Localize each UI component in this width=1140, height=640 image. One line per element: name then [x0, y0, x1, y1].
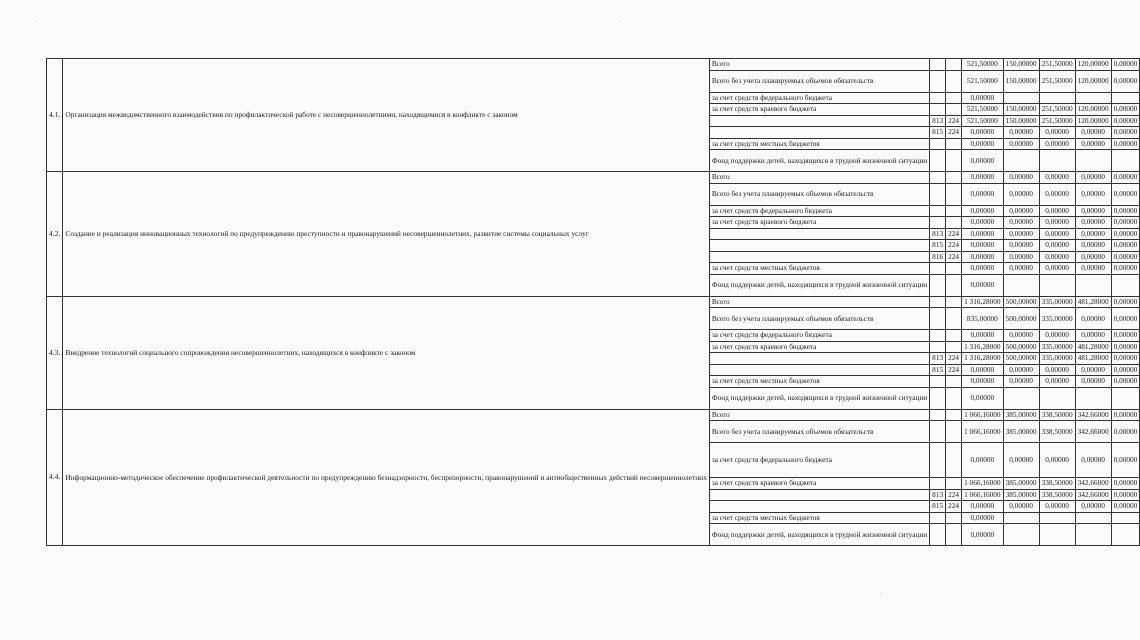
amount-cell: 335,00000 [1039, 341, 1075, 353]
amount-cell: 385,00000 [1003, 421, 1039, 443]
expense-code [946, 138, 962, 150]
amount-cell: 120,00000 [1075, 70, 1111, 92]
expense-code [946, 308, 962, 330]
amount-cell: 0,00000 [1111, 501, 1140, 513]
amount-cell: 0,00000 [962, 512, 1003, 524]
amount-cell: 0,00000 [1039, 127, 1075, 139]
expense-code [946, 387, 962, 409]
amount-cell: 0,00000 [1075, 127, 1111, 139]
funding-source: Всего [709, 296, 929, 308]
amount-cell: 481,28000 [1075, 341, 1111, 353]
amount-cell: 0,00000 [962, 127, 1003, 139]
funding-source: за счет средств федерального бюджета [709, 205, 929, 217]
measure-name: Внедрение технологий социального сопровождения несовершеннолетних, находящихся в конфликте с законом [63, 296, 709, 409]
amount-cell: 0,00000 [962, 228, 1003, 240]
section-number: 4.2. [47, 172, 63, 297]
funding-source: Всего без учета планируемых объемов обязательств [709, 183, 929, 205]
amount-cell: 0,00000 [1039, 205, 1075, 217]
grbs-code [930, 150, 946, 172]
amount-cell: 0,00000 [1003, 205, 1039, 217]
amount-cell: 500,00000 [1003, 296, 1039, 308]
funding-source: за счет средств федерального бюджета [709, 443, 929, 478]
expense-code [946, 70, 962, 92]
table-row [47, 296, 1140, 308]
funding-source: за счет средств местных бюджетов [709, 376, 929, 388]
amount-cell [1003, 92, 1039, 104]
amount-cell: 0,00000 [1003, 138, 1039, 150]
amount-cell: 0,00000 [962, 251, 1003, 263]
amount-cell [1075, 92, 1111, 104]
amount-cell: 1 066,16000 [962, 489, 1003, 501]
funding-source [709, 489, 929, 501]
amount-cell [1039, 274, 1075, 296]
expense-code [946, 478, 962, 490]
expense-code [946, 172, 962, 184]
grbs-code: 813 [930, 353, 946, 365]
amount-cell: 1 316,28000 [962, 296, 1003, 308]
amount-cell: 385,00000 [1003, 489, 1039, 501]
amount-cell: 0,00000 [962, 387, 1003, 409]
amount-cell: 0,00000 [962, 205, 1003, 217]
amount-cell: 0,00000 [962, 524, 1003, 546]
measure-name: Организация межведомственного взаимодействия по профилактической работе с несовершеннолетними, находящимися в конфликте с законом [63, 59, 709, 172]
amount-cell: 342,66000 [1075, 421, 1111, 443]
amount-cell: 0,00000 [1111, 376, 1140, 388]
amount-cell: 521,50000 [962, 115, 1003, 127]
amount-cell: 0,00000 [1075, 364, 1111, 376]
amount-cell: 0,00000 [1075, 172, 1111, 184]
funding-source: Фонд поддержки детей, находящихся в трудной жизненной ситуации [709, 524, 929, 546]
expense-code [946, 524, 962, 546]
expense-code [946, 341, 962, 353]
grbs-code [930, 104, 946, 116]
amount-cell: 0,00000 [1111, 217, 1140, 229]
amount-cell: 481,28000 [1075, 296, 1111, 308]
grbs-code [930, 478, 946, 490]
grbs-code: 815 [930, 127, 946, 139]
grbs-code: 813 [930, 489, 946, 501]
amount-cell: 342,66000 [1075, 409, 1111, 421]
amount-cell: 0,00000 [962, 263, 1003, 275]
amount-cell [1075, 524, 1111, 546]
grbs-code [930, 296, 946, 308]
amount-cell: 0,00000 [1039, 501, 1075, 513]
grbs-code: 813 [930, 228, 946, 240]
amount-cell: 0,00000 [1039, 240, 1075, 252]
amount-cell: 521,50000 [962, 104, 1003, 116]
amount-cell: 0,00000 [962, 376, 1003, 388]
measure-name: Информационно-методическое обеспечение профилактической деятельности по предупреждению безнадзорности, беспризорности, правонарушений и антиобщественных действий несовершеннолетних [63, 409, 709, 546]
amount-cell [1003, 150, 1039, 172]
amount-cell: 0,00000 [1039, 330, 1075, 342]
amount-cell: 338,50000 [1039, 478, 1075, 490]
amount-cell [1075, 274, 1111, 296]
expense-code [946, 183, 962, 205]
funding-source [709, 115, 929, 127]
expense-code [946, 330, 962, 342]
expense-code: 224 [946, 240, 962, 252]
amount-cell: 0,00000 [1003, 443, 1039, 478]
grbs-code: 815 [930, 364, 946, 376]
amount-cell [1039, 92, 1075, 104]
grbs-code [930, 512, 946, 524]
funding-source [709, 240, 929, 252]
amount-cell: 335,00000 [1039, 296, 1075, 308]
section-number: 4.3. [47, 296, 63, 409]
amount-cell: 120,00000 [1075, 115, 1111, 127]
expense-code: 224 [946, 501, 962, 513]
amount-cell: 150,00000 [1003, 70, 1039, 92]
grbs-code [930, 205, 946, 217]
expense-code: 224 [946, 228, 962, 240]
expense-code [946, 421, 962, 443]
amount-cell [1111, 524, 1140, 546]
grbs-code: 813 [930, 115, 946, 127]
amount-cell: 385,00000 [1003, 478, 1039, 490]
amount-cell: 0,00000 [1003, 501, 1039, 513]
amount-cell: 150,00000 [1003, 59, 1039, 71]
amount-cell: 500,00000 [1003, 308, 1039, 330]
amount-cell: 0,00000 [1039, 376, 1075, 388]
amount-cell: 0,00000 [1075, 501, 1111, 513]
expense-code: 224 [946, 353, 962, 365]
expense-code [946, 443, 962, 478]
scan-speck: . [36, 18, 38, 24]
funding-source: Фонд поддержки детей, находящихся в трудной жизненной ситуации [709, 274, 929, 296]
grbs-code [930, 330, 946, 342]
expense-code [946, 409, 962, 421]
amount-cell: 150,00000 [1003, 104, 1039, 116]
amount-cell: 0,00000 [962, 501, 1003, 513]
amount-cell: 0,00000 [1039, 364, 1075, 376]
amount-cell: 0,00000 [1003, 172, 1039, 184]
funding-source: Всего [709, 59, 929, 71]
amount-cell: 0,00000 [1111, 127, 1140, 139]
amount-cell: 0,00000 [1003, 364, 1039, 376]
funding-source: Фонд поддержки детей, находящихся в трудной жизненной ситуации [709, 387, 929, 409]
amount-cell: 0,00000 [962, 443, 1003, 478]
amount-cell: 338,50000 [1039, 489, 1075, 501]
amount-cell [1111, 387, 1140, 409]
funding-source: за счет средств краевого бюджета [709, 104, 929, 116]
amount-cell: 0,00000 [1111, 205, 1140, 217]
amount-cell [1039, 512, 1075, 524]
amount-cell: 0,00000 [1075, 217, 1111, 229]
amount-cell: 251,50000 [1039, 70, 1075, 92]
expense-code [946, 376, 962, 388]
amount-cell: 0,00000 [1075, 263, 1111, 275]
table-row [47, 59, 1140, 71]
amount-cell [1111, 512, 1140, 524]
amount-cell: 342,66000 [1075, 478, 1111, 490]
amount-cell: 0,00000 [1111, 104, 1140, 116]
amount-cell [1075, 150, 1111, 172]
amount-cell: 150,00000 [1003, 115, 1039, 127]
amount-cell: 1 316,28000 [962, 341, 1003, 353]
table-row [47, 409, 1140, 421]
scan-speck: . [620, 18, 622, 24]
amount-cell: 0,00000 [1111, 138, 1140, 150]
grbs-code [930, 217, 946, 229]
amount-cell: 0,00000 [962, 240, 1003, 252]
expense-code [946, 512, 962, 524]
amount-cell: 0,00000 [1111, 228, 1140, 240]
amount-cell: 0,00000 [1111, 59, 1140, 71]
grbs-code [930, 387, 946, 409]
grbs-code [930, 376, 946, 388]
expense-code [946, 150, 962, 172]
table-row [47, 172, 1140, 184]
funding-source: Всего без учета планируемых объемов обязательств [709, 421, 929, 443]
amount-cell: 0,00000 [1111, 115, 1140, 127]
amount-cell: 0,00000 [1111, 443, 1140, 478]
amount-cell: 0,00000 [1111, 263, 1140, 275]
expense-code: 224 [946, 127, 962, 139]
amount-cell: 0,00000 [1075, 228, 1111, 240]
funding-source: Всего [709, 172, 929, 184]
amount-cell: 335,00000 [1039, 308, 1075, 330]
funding-source: за счет средств федерального бюджета [709, 330, 929, 342]
expense-code [946, 217, 962, 229]
amount-cell: 0,00000 [1003, 127, 1039, 139]
amount-cell: 0,00000 [1111, 308, 1140, 330]
amount-cell: 0,00000 [1039, 172, 1075, 184]
measure-name: Создание и реализация инновационных технологий по предупреждению преступности и правонарушений несовершеннолетних, развитие системы социальных услуг [63, 172, 709, 297]
section-number: 4.1. [47, 59, 63, 172]
expense-code [946, 92, 962, 104]
amount-cell: 251,50000 [1039, 59, 1075, 71]
funding-source: за счет средств местных бюджетов [709, 263, 929, 275]
funding-source: за счет средств краевого бюджета [709, 217, 929, 229]
amount-cell: 500,00000 [1003, 353, 1039, 365]
amount-cell: 0,00000 [1111, 183, 1140, 205]
amount-cell: 0,00000 [1003, 263, 1039, 275]
amount-cell: 0,00000 [962, 217, 1003, 229]
funding-source: Всего [709, 409, 929, 421]
amount-cell: 251,50000 [1039, 115, 1075, 127]
amount-cell: 0,00000 [1111, 353, 1140, 365]
amount-cell: 0,00000 [1111, 478, 1140, 490]
amount-cell: 385,00000 [1003, 409, 1039, 421]
amount-cell: 120,00000 [1075, 104, 1111, 116]
expense-code [946, 263, 962, 275]
amount-cell: 0,00000 [962, 330, 1003, 342]
amount-cell: 0,00000 [1111, 341, 1140, 353]
amount-cell: 0,00000 [962, 92, 1003, 104]
funding-source: Фонд поддержки детей, находящихся в трудной жизненной ситуации [709, 150, 929, 172]
amount-cell: 335,00000 [1039, 353, 1075, 365]
amount-cell: 0,00000 [1075, 240, 1111, 252]
funding-source: за счет средств местных бюджетов [709, 512, 929, 524]
amount-cell: 0,00000 [962, 274, 1003, 296]
amount-cell: 0,00000 [1075, 205, 1111, 217]
amount-cell: 338,50000 [1039, 421, 1075, 443]
grbs-code: 815 [930, 240, 946, 252]
amount-cell: 1 066,16000 [962, 478, 1003, 490]
amount-cell: 0,00000 [1003, 217, 1039, 229]
amount-cell: 0,00000 [1039, 263, 1075, 275]
amount-cell: 0,00000 [1003, 228, 1039, 240]
grbs-code [930, 443, 946, 478]
amount-cell: 0,00000 [962, 364, 1003, 376]
funding-source [709, 364, 929, 376]
section-number: 4.4. [47, 409, 63, 546]
amount-cell: 0,00000 [1075, 251, 1111, 263]
amount-cell: 1 066,16000 [962, 409, 1003, 421]
amount-cell [1039, 524, 1075, 546]
amount-cell [1003, 274, 1039, 296]
amount-cell: 500,00000 [1003, 341, 1039, 353]
expense-code [946, 296, 962, 308]
grbs-code [930, 92, 946, 104]
amount-cell [1111, 274, 1140, 296]
funding-source [709, 353, 929, 365]
grbs-code [930, 183, 946, 205]
amount-cell: 0,00000 [1075, 376, 1111, 388]
grbs-code [930, 274, 946, 296]
expense-code: 224 [946, 115, 962, 127]
amount-cell: 0,00000 [1075, 330, 1111, 342]
amount-cell: 1 316,28000 [962, 353, 1003, 365]
amount-cell: 835,00000 [962, 308, 1003, 330]
funding-source [709, 127, 929, 139]
expense-code [946, 104, 962, 116]
amount-cell: 251,50000 [1039, 104, 1075, 116]
expense-code [946, 59, 962, 71]
amount-cell: 0,00000 [1111, 240, 1140, 252]
grbs-code: 815 [930, 501, 946, 513]
amount-cell: 0,00000 [1039, 138, 1075, 150]
amount-cell [1039, 150, 1075, 172]
funding-source [709, 501, 929, 513]
amount-cell: 0,00000 [1111, 364, 1140, 376]
amount-cell [1039, 387, 1075, 409]
amount-cell: 0,00000 [1003, 251, 1039, 263]
grbs-code [930, 409, 946, 421]
amount-cell: 0,00000 [1003, 183, 1039, 205]
expense-code: 224 [946, 489, 962, 501]
scan-speck: . [880, 590, 882, 596]
amount-cell: 0,00000 [1039, 251, 1075, 263]
grbs-code [930, 263, 946, 275]
amount-cell: 0,00000 [1111, 421, 1140, 443]
funding-source: за счет средств федерального бюджета [709, 92, 929, 104]
funding-source: Всего без учета планируемых объемов обязательств [709, 308, 929, 330]
amount-cell: 0,00000 [1111, 172, 1140, 184]
funding-source: за счет средств краевого бюджета [709, 341, 929, 353]
amount-cell: 0,00000 [1039, 228, 1075, 240]
amount-cell: 0,00000 [1111, 70, 1140, 92]
budget-table-body [47, 59, 1140, 546]
budget-table [46, 58, 1140, 546]
amount-cell: 120,00000 [1075, 59, 1111, 71]
grbs-code [930, 172, 946, 184]
amount-cell: 0,00000 [1039, 443, 1075, 478]
amount-cell: 0,00000 [962, 138, 1003, 150]
amount-cell: 0,00000 [1039, 217, 1075, 229]
amount-cell: 0,00000 [962, 150, 1003, 172]
amount-cell: 0,00000 [1075, 138, 1111, 150]
amount-cell: 0,00000 [1111, 330, 1140, 342]
amount-cell [1003, 512, 1039, 524]
grbs-code [930, 59, 946, 71]
grbs-code [930, 70, 946, 92]
funding-source [709, 251, 929, 263]
amount-cell [1111, 92, 1140, 104]
expense-code: 224 [946, 364, 962, 376]
amount-cell [1003, 524, 1039, 546]
amount-cell: 1 066,16000 [962, 421, 1003, 443]
amount-cell: 0,00000 [1075, 308, 1111, 330]
grbs-code [930, 524, 946, 546]
amount-cell: 521,50000 [962, 59, 1003, 71]
amount-cell: 521,50000 [962, 70, 1003, 92]
funding-source: за счет средств местных бюджетов [709, 138, 929, 150]
amount-cell: 0,00000 [1003, 240, 1039, 252]
amount-cell: 0,00000 [1111, 296, 1140, 308]
amount-cell: 0,00000 [1111, 489, 1140, 501]
funding-source: за счет средств краевого бюджета [709, 478, 929, 490]
expense-code [946, 274, 962, 296]
amount-cell [1003, 387, 1039, 409]
grbs-code [930, 138, 946, 150]
amount-cell [1111, 150, 1140, 172]
funding-source [709, 228, 929, 240]
amount-cell: 0,00000 [962, 172, 1003, 184]
grbs-code [930, 308, 946, 330]
grbs-code: 816 [930, 251, 946, 263]
expense-code [946, 205, 962, 217]
amount-cell: 0,00000 [1039, 183, 1075, 205]
amount-cell: 0,00000 [1003, 376, 1039, 388]
amount-cell [1075, 512, 1111, 524]
amount-cell: 0,00000 [1075, 443, 1111, 478]
expense-code: 224 [946, 251, 962, 263]
amount-cell: 0,00000 [1003, 330, 1039, 342]
amount-cell: 0,00000 [1075, 183, 1111, 205]
amount-cell [1075, 387, 1111, 409]
amount-cell: 481,28000 [1075, 353, 1111, 365]
amount-cell: 0,00000 [962, 183, 1003, 205]
amount-cell: 0,00000 [1111, 409, 1140, 421]
funding-source: Всего без учета планируемых объемов обязательств [709, 70, 929, 92]
amount-cell: 338,50000 [1039, 409, 1075, 421]
grbs-code [930, 421, 946, 443]
amount-cell: 0,00000 [1111, 251, 1140, 263]
amount-cell: 342,66000 [1075, 489, 1111, 501]
grbs-code [930, 341, 946, 353]
